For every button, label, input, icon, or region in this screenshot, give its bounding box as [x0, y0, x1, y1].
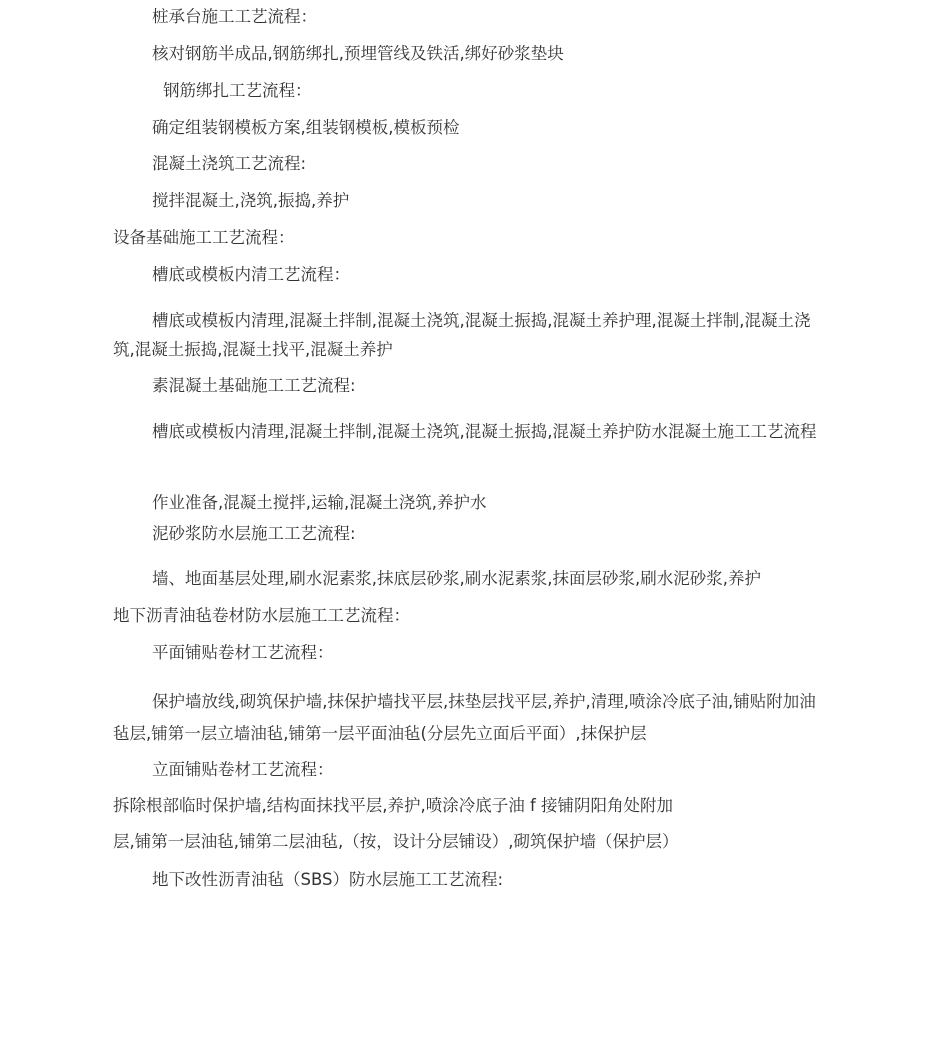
- heading-equipment-foundation-process: 设备基础施工工艺流程：: [113, 228, 295, 247]
- text-waterproof-concrete-steps: 作业准备,混凝土搅拌,运输,混凝土浇筑,养护水: [152, 493, 487, 512]
- paragraph-flat-laying-steps: 保护墙放线,砌筑保护墙,抹保护墙找平层,抹垫层找平层,养护,清理,喷涂冷底子油,铺贴附加油毡层,铺第一层立墙油毡,铺第一层平面油毡(分层先立面后平面）,抹保护层: [113, 692, 816, 743]
- text-vertical-laying-steps-2: 层,铺第一层油毡,铺第二层油毡,（按，设计分层铺设）,砌筑保护墙（保护层）: [113, 832, 679, 851]
- heading-plain-concrete-foundation-process: 素混凝土基础施工工艺流程:: [152, 376, 356, 395]
- heading-mortar-waterproof-process: 泥砂浆防水层施工工艺流程:: [152, 524, 356, 543]
- heading-concrete-pouring-process: 混凝土浇筑工艺流程:: [152, 154, 307, 173]
- heading-trench-cleaning-process: 槽底或模板内清工艺流程：: [152, 265, 350, 284]
- heading-flat-laying-process: 平面铺贴卷材工艺流程：: [152, 643, 334, 662]
- text-pile-cap-steps: 核对钢筋半成品,钢筋绑扎,预埋管线及铁活,绑好砂浆垫块: [152, 44, 564, 63]
- heading-vertical-laying-process: 立面铺贴卷材工艺流程：: [152, 760, 334, 779]
- paragraph-plain-concrete-steps: 槽底或模板内清理,混凝土拌制,混凝土浇筑,混凝土振捣,混凝土养护防水混凝土施工工艺流程: [152, 422, 817, 441]
- heading-asphalt-felt-process: 地下沥青油毡卷材防水层施工工艺流程：: [113, 606, 410, 625]
- heading-rebar-binding-process: 钢筋绑扎工艺流程：: [163, 81, 312, 100]
- text-vertical-laying-steps-1: 拆除根部临时保护墙,结构面抹找平层,养护,喷涂冷底子油 f 接铺阴阳角处附加: [113, 796, 674, 815]
- heading-sbs-waterproof-process: 地下改性沥青油毡（SBS）防水层施工工艺流程:: [152, 870, 504, 889]
- text-concrete-pouring-steps: 搅拌混凝土,浇筑,振捣,养护: [152, 191, 350, 210]
- paragraph-trench-cleaning-steps: 槽底或模板内清理,混凝土拌制,混凝土浇筑,混凝土振捣,混凝土养护理,混凝土拌制,混凝土浇筑,混凝土振捣,混凝土找平,混凝土养护: [113, 311, 811, 359]
- text-formwork-steps: 确定组装钢模板方案,组装钢模板,模板预检: [152, 118, 460, 137]
- text-mortar-waterproof-steps: 墙、地面基层处理,刷水泥素浆,抹底层砂浆,刷水泥素浆,抹面层砂浆,刷水泥砂浆,养护: [152, 569, 761, 588]
- heading-pile-cap-process: 桩承台施工工艺流程：: [152, 7, 317, 26]
